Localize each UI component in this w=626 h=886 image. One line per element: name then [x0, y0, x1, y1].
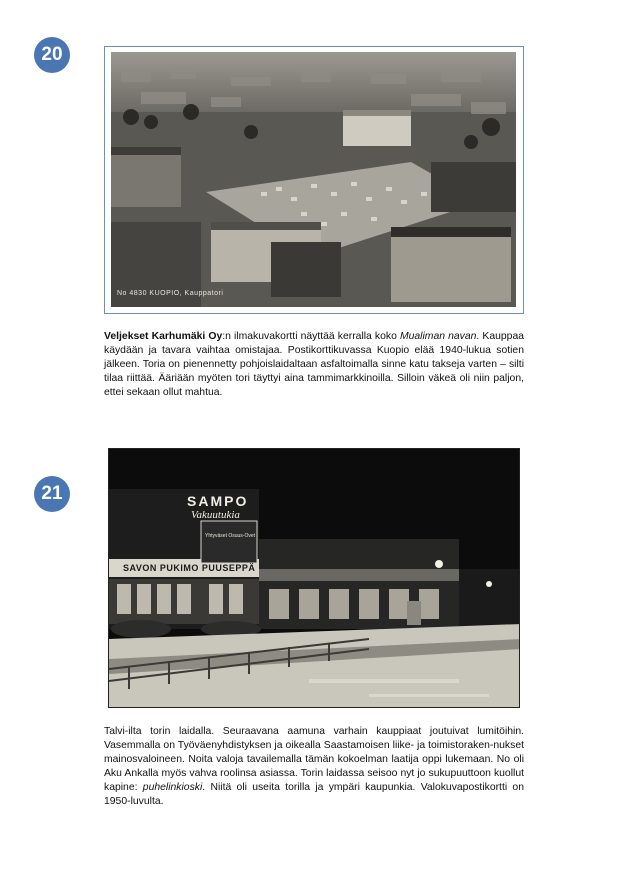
caption-bold-lead: Veljekset Karhumäki Oy — [104, 331, 223, 342]
caption-text: . Kauppaa käydään ja tavara vaihtaa omistajaa. Postikorttikuvassa Kuopio elää 1940-lukua sotien jälkeen. Toria on pienennetty pohjoislaidaltaan asfaltoimalla sinne katu takseja varten – silti tilaa riittää. Ääriään myöten tori täyttyi aina tammimarkkinoilla. Silloin väkeä oli niin paljon, ettei sekaan ollut mahtua. — [104, 331, 525, 398]
caption-21 — [104, 725, 524, 809]
caption-text: . Niitä oli useita torilla ja ympäri kaupunkia. Valokuvapostikortti on 1950-luvulta. — [104, 782, 524, 807]
aerial-market-photo — [111, 52, 516, 307]
caption-italic: puhelinkioski — [142, 782, 203, 793]
item-number-badge — [34, 37, 70, 73]
winter-night-photo — [108, 448, 520, 708]
sign-small: Yhtyväset Osuus-Ovet — [205, 533, 256, 539]
caption-text: :n ilmakuvakortti näyttää kerralla koko — [222, 331, 400, 342]
aerial-photo-illustration — [111, 52, 516, 307]
sign-savon-pukimo: SAVON PUKIMO PUUSEPPÄ — [123, 563, 256, 573]
sign-vakuutus: Vakuutukia — [191, 509, 240, 521]
caption-italic: Mualiman navan — [399, 331, 477, 342]
item-number: 21 — [41, 483, 63, 504]
caption-20 — [104, 330, 524, 400]
photo-label: No 4830 KUOPIO, Kauppatori — [117, 290, 224, 297]
item-number-badge — [34, 476, 70, 512]
night-photo-illustration — [109, 449, 520, 708]
sign-sampo: SAMPO — [187, 493, 249, 509]
caption-text: Talvi-ilta torin laidalla. Seuraavana aamuna varhain kauppiaat joutuivat lumitöihin. Vasemmalla on Työväenyhdistyksen ja oikealla Saastamoisen liike- ja toimistoraken-nukset mainosvaloineen. Noita valoja tavailemalla tämän kokoelman laatija oppi lukemaan. No oli Aku Ankalla myös vahva roolinsa asiassa. Torin laidassa seisoo nyt jo sukupuuttoon kuollut kapine: — [104, 726, 524, 793]
item-number: 20 — [41, 44, 63, 65]
